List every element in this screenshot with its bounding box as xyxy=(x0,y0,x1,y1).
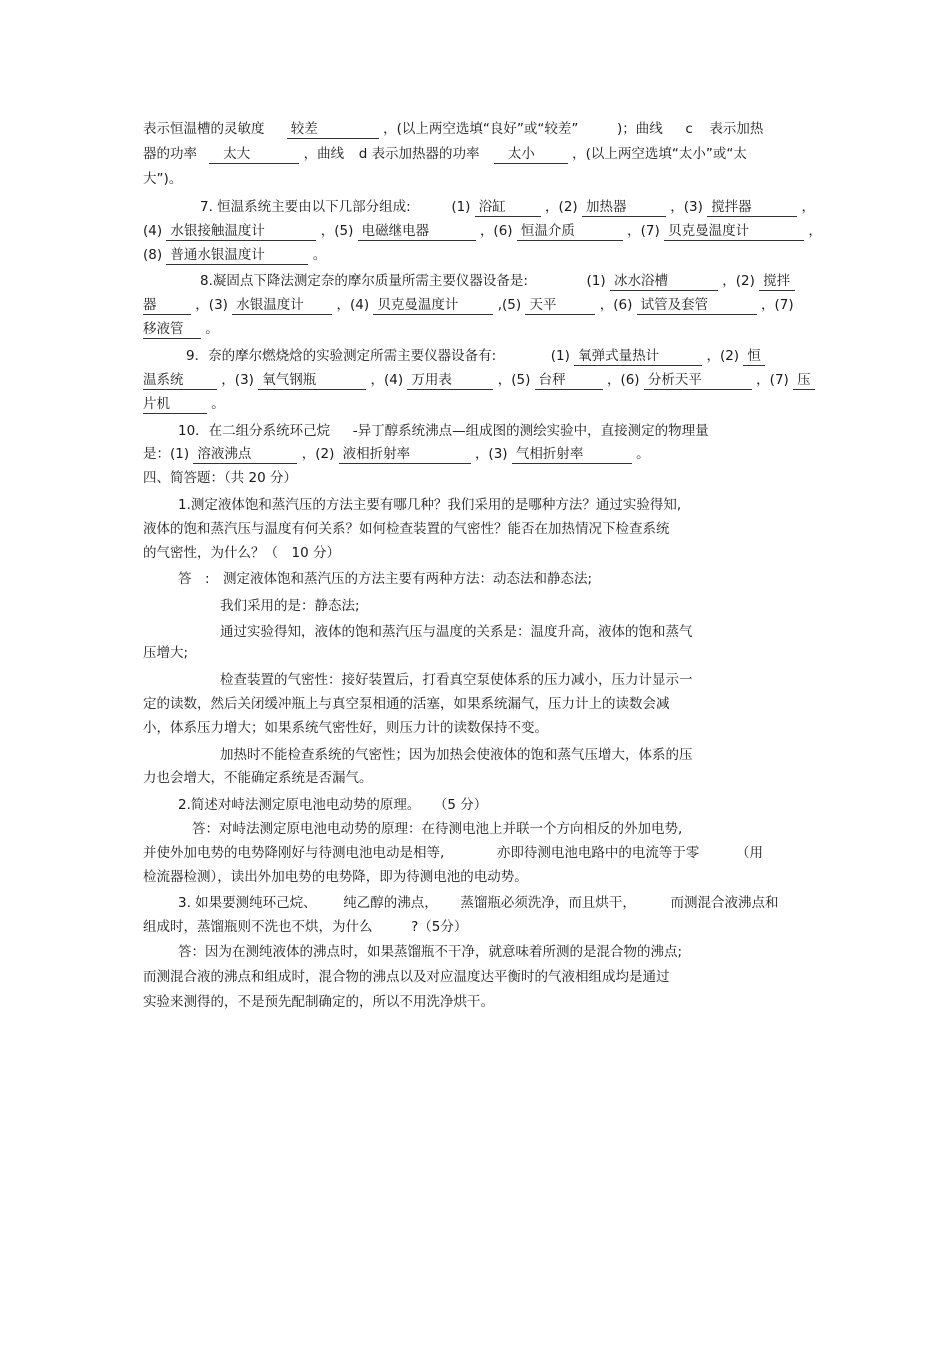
answer-blank: 水银接触温度计 xyxy=(166,223,316,241)
item-number: 是：(1) xyxy=(143,446,190,462)
text: 3. 如果要测纯环己烷、 xyxy=(178,895,317,911)
answer-blank: 恒 xyxy=(743,348,765,366)
question-3-line-2 xyxy=(143,917,467,937)
text: 纯乙醇的沸点， xyxy=(343,895,438,911)
question-8 xyxy=(200,271,795,291)
answer-blank: 较差 xyxy=(287,121,379,139)
text: 。 xyxy=(211,396,225,412)
text: d xyxy=(358,146,368,162)
answer-blank: 溶液沸点 xyxy=(193,446,297,464)
item-number: (4) xyxy=(143,223,163,239)
text: 而测混合液沸点和 xyxy=(670,895,779,911)
text-line xyxy=(143,370,815,390)
answer-2-line: 检流器检测），读出外加电势的电势降，即为待测电池的电动势。 xyxy=(143,869,528,885)
question-text: 10．在二组分系统环己烷 xyxy=(178,423,331,439)
answer-blank: 浴缸 xyxy=(475,199,541,217)
item-number: ，(5) xyxy=(497,372,531,388)
text: 大”)。 xyxy=(143,171,183,187)
item-number: ，(6) xyxy=(479,223,513,239)
question-10 xyxy=(178,421,709,441)
answer-blank: 普通水银温度计 xyxy=(166,247,308,265)
answer-1-line: 力也会增大，不能确定系统是否漏气。 xyxy=(143,770,373,786)
answer-blank: 温系统 xyxy=(143,372,217,390)
text: 器的功率 xyxy=(143,146,197,162)
answer-blank: 氧弹式量热计 xyxy=(574,348,702,366)
answer-1-line: 定的读数，然后关闭缓冲瓶上与真空泵相通的活塞，如果系统漏气，压力计上的读数会减 xyxy=(143,696,670,712)
question-9 xyxy=(186,346,765,366)
answer-blank: 压 xyxy=(793,372,815,390)
answer-blank: 太大 xyxy=(209,146,299,164)
item-number: ，(3) xyxy=(221,372,254,388)
item-number: (1) xyxy=(550,348,570,364)
question-1: 1.测定液体饱和蒸汽压的方法主要有哪几种？我们采用的是哪种方法？通过实验得知, xyxy=(178,497,682,513)
answer-1-line: 答 : 测定液体饱和蒸汽压的方法主要有两种方法：动态法和静态法; xyxy=(178,571,593,587)
question-text: 7. 恒温系统主要由以下几部分组成: xyxy=(200,199,411,215)
text-line xyxy=(143,295,794,315)
answer-blank: 液相折射率 xyxy=(339,446,471,464)
text-line xyxy=(143,169,182,189)
answer-1-line: 小，体系压力增大；如果系统气密性好，则压力计的读数保持不变。 xyxy=(143,720,548,736)
text-line xyxy=(143,394,225,414)
item-number: ，(3) xyxy=(474,446,508,462)
item-number: ，(2) xyxy=(301,446,335,462)
answer-blank: 气相折射率 xyxy=(512,446,632,464)
item-number: ，(3) xyxy=(670,199,703,215)
answer-blank: 片机 xyxy=(143,396,207,414)
item-number: ，(6) xyxy=(606,372,640,388)
text: c xyxy=(685,121,693,137)
answer-blank: 试管及套管 xyxy=(637,297,757,315)
text: 表示加热 xyxy=(709,121,764,137)
text: ， xyxy=(808,223,822,239)
text-line xyxy=(143,444,650,464)
text: 。 xyxy=(636,446,650,462)
item-number: ，(6) xyxy=(599,297,633,313)
text-line xyxy=(143,319,219,339)
text-line xyxy=(143,119,763,139)
text: （用 xyxy=(735,845,763,861)
answer-blank: 台秤 xyxy=(535,372,603,390)
text: 亦即待测电池电路中的电流等于零 xyxy=(496,845,700,861)
answer-1-line: 加热时不能检查系统的气密性；因为加热会使液体的饱和蒸气压增大，体系的压 xyxy=(220,747,693,763)
text: ，曲线 xyxy=(303,146,345,162)
answer-3-line: 实验来测得的，不是预先配制确定的，所以不用洗净烘干。 xyxy=(143,994,494,1010)
answer-1-line: 压增大; xyxy=(143,645,189,661)
item-number: ，(4) xyxy=(370,372,404,388)
text: ，(以上两空选填“太小”或“太 xyxy=(572,146,747,162)
answer-blank: 器 xyxy=(143,297,191,315)
answer-blank: 搅拌 xyxy=(759,273,795,291)
answer-blank: 天平 xyxy=(525,297,595,315)
text: 组成时，蒸馏瓶则不洗也不烘，为什么 xyxy=(143,919,373,935)
item-number: (1) xyxy=(586,273,606,289)
answer-blank: 水银温度计 xyxy=(232,297,332,315)
question-2: 2.简述对峙法测定原电池电动势的原理。 （5 分） xyxy=(178,797,488,813)
text: 表示加热器的功率 xyxy=(371,146,480,162)
question-1-line-3: 的气密性，为什么？（ 10 分） xyxy=(143,545,340,561)
item-number: ，(5) xyxy=(320,223,354,239)
item-number: ,(5) xyxy=(497,297,522,313)
question-1-line-2: 液体的饱和蒸汽压与温度有何关系？如何检查装置的气密性？能否在加热情况下检查系统 xyxy=(143,521,670,537)
item-number: ，(2) xyxy=(545,199,578,215)
text: 。 xyxy=(312,247,327,263)
text: 并使外加电势的电势降刚好与待测电池电动是相等, xyxy=(143,845,445,861)
answer-blank: 电磁继电器 xyxy=(358,223,476,241)
question-text: -异丁醇系统沸点—组成图的测绘实验中，直接测定的物理量 xyxy=(352,423,709,439)
item-number: ，(2) xyxy=(722,273,755,289)
section-heading: 四、简答题：（共 20 分） xyxy=(143,470,298,486)
answer-blank: 分析天平 xyxy=(644,372,752,390)
answer-2-line xyxy=(143,843,763,863)
answer-blank: 冰水浴槽 xyxy=(610,273,718,291)
text-line xyxy=(143,221,822,241)
answer-3-line: 而测混合液的沸点和组成时，混合物的沸点以及对应温度达平衡时的气液相组成均是通过 xyxy=(143,969,670,985)
text: ， xyxy=(801,199,815,215)
answer-blank: 贝克曼温度计 xyxy=(664,223,804,241)
question-text: 9．奈的摩尔燃烧焓的实验测定所需主要仪器设备有: xyxy=(186,348,497,364)
answer-1-line: 通过实验得知，液体的饱和蒸汽压与温度的关系是：温度升高，液体的饱和蒸气 xyxy=(220,624,693,640)
item-number: ，(4) xyxy=(336,297,370,313)
text: ?（5分） xyxy=(411,919,468,935)
item-number: ，(2) xyxy=(706,348,740,364)
question-text: 8.凝固点下降法测定奈的摩尔质量所需主要仪器设备是: xyxy=(200,273,528,289)
answer-blank: 太小 xyxy=(494,146,568,164)
item-number: ，(7) xyxy=(627,223,660,239)
item-number: (1) xyxy=(451,199,471,215)
text: ，(以上两空选填“良好”或“较差” xyxy=(383,121,579,137)
question-3 xyxy=(178,893,778,913)
text-line xyxy=(143,245,326,265)
answer-blank: 恒温介质 xyxy=(517,223,623,241)
answer-blank: 移液管 xyxy=(143,321,201,339)
text: 表示恒温槽的灵敏度 xyxy=(143,121,265,137)
answer-1-line: 检查装置的气密性：接好装置后，打看真空泵使体系的压力减小，压力计显示一 xyxy=(220,672,693,688)
item-number: ，(7) xyxy=(756,372,789,388)
answer-blank: 氧气钢瓶 xyxy=(258,372,366,390)
text-line xyxy=(143,144,747,164)
answer-2-line: 答：对峙法测定原电池电动势的原理：在待测电池上并联一个方向相反的外加电势, xyxy=(192,821,683,837)
item-number: (8) xyxy=(143,247,163,263)
item-number: ，(3) xyxy=(195,297,228,313)
answer-1-line: 我们采用的是：静态法; xyxy=(220,598,360,614)
item-number: ，(7) xyxy=(760,297,794,313)
text: 。 xyxy=(205,321,219,337)
answer-3-line: 答：因为在测纯液体的沸点时，如果蒸馏瓶不干净，就意味着所测的是混合物的沸点; xyxy=(178,944,683,960)
answer-blank: 贝克曼温度计 xyxy=(373,297,493,315)
answer-blank: 加热器 xyxy=(582,199,666,217)
text: )；曲线 xyxy=(616,121,663,137)
answer-blank: 万用表 xyxy=(407,372,493,390)
text: 蒸馏瓶必须洗净，而且烘干， xyxy=(460,895,636,911)
question-7 xyxy=(200,197,815,217)
answer-blank: 搅拌器 xyxy=(707,199,797,217)
